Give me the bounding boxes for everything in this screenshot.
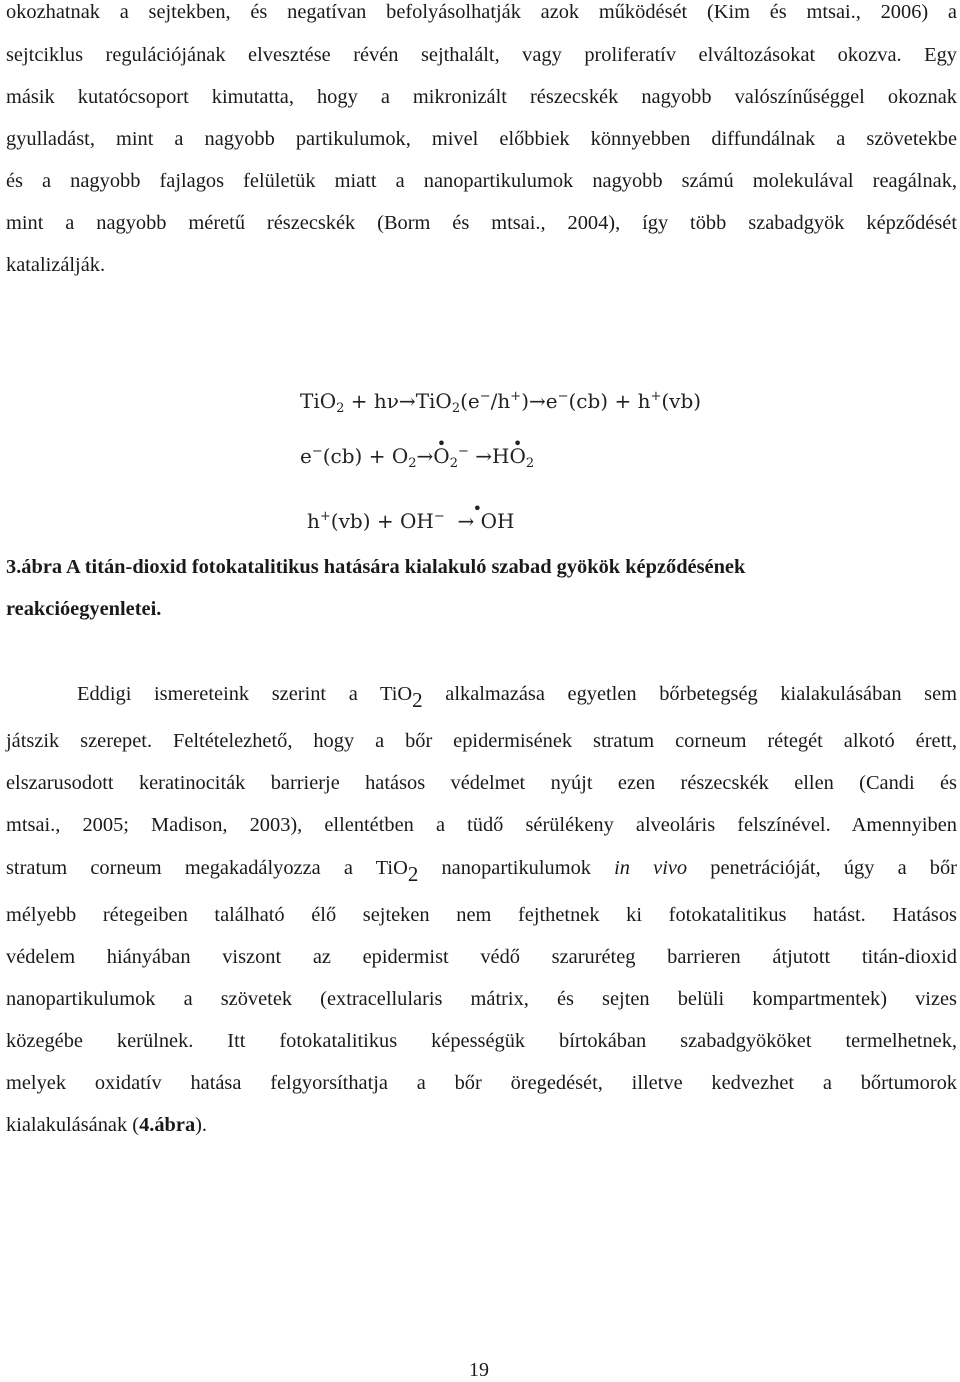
subscript: 2 xyxy=(407,862,419,886)
text-span: penetrációját, úgy a bőr xyxy=(687,857,957,879)
text-span: alkalmazása egyetlen bőrbetegség kialakulásában sem xyxy=(422,683,957,705)
equation-2: $e^-(cb) + O_2\to•$ $O_2^-$ →H• $O_2$ xyxy=(300,440,534,476)
text-line: okozhatnak a sejtekben, és negatívan befolyásolhatják azok működését (Kim és mtsai., 2006) a xyxy=(6,1,957,23)
page-number: 19 xyxy=(469,1359,489,1381)
figure-reference: 4.ábra xyxy=(139,1114,196,1136)
text-line: katalizálják. xyxy=(6,254,106,276)
text-span: ). xyxy=(195,1114,208,1136)
text-span: nanopartikulumok xyxy=(418,857,615,879)
italic-term: in vivo xyxy=(614,857,688,879)
text-line xyxy=(6,1113,957,1137)
text-line: elszarusodott keratinociták barrierje hatásos védelmet nyújt ezen részecskék ellen (Candi és xyxy=(6,772,957,794)
text-line: védelem hiányában viszont az epidermist védő szaruréteg barrieren átjutott titán-dioxid xyxy=(6,946,957,968)
text-line: melyek oxidatív hatása felgyorsíthatja a bőr öregedését, illetve kedvezhet a bőrtumorok xyxy=(6,1072,957,1094)
equation-3: h+(vb) + OH− →• OH xyxy=(307,505,514,533)
text-line xyxy=(6,855,957,886)
text-line: sejtciklus regulációjának elvesztése révén sejthalált, vagy proliferatív elváltozásokat okozva. Egy xyxy=(6,44,957,66)
equation-1: TiO$_2$ + hν→TiO$_2$(e−/h+)→e−(cb) + h+(vb) xyxy=(300,389,702,416)
text-line: másik kutatócsoport kimutatta, hogy a mikronizált részecskék nagyobb valószínűséggel okoznak xyxy=(6,86,957,108)
text-line: mélyebb rétegeiben található élő sejteken nem fejthetnek ki fotokatalitikus hatást. Hatásos xyxy=(6,904,957,926)
text-line: mtsai., 2005; Madison, 2003), ellentétben a tüdő sérülékeny alveoláris felszínével. Amennyiben xyxy=(6,814,957,836)
figure-caption-continued: reakcióegyenletei. xyxy=(6,598,162,620)
text-line: és a nagyobb fajlagos felületük miatt a nanopartikulumok nagyobb számú molekulával reagálnak, xyxy=(6,170,957,192)
text-span: Eddigi ismereteink szerint a TiO xyxy=(77,683,413,705)
text-line: nanopartikulumok a szövetek (extracellularis mátrix, és sejten belüli kompartmentek) vizes xyxy=(6,988,957,1010)
figure-caption: 3.ábra A titán-dioxid fotokatalitikus hatására kialakuló szabad gyökök képződésének xyxy=(6,556,746,578)
text-line: közegébe kerülnek. Itt fotokatalitikus képességük bírtokában szabadgyököket termelhetnek, xyxy=(6,1030,957,1052)
text-line: mint a nagyobb méretű részecskék (Borm és mtsai., 2004), így több szabadgyök képződését xyxy=(6,212,957,234)
subscript: 2 xyxy=(412,688,423,712)
text-line: gyulladást, mint a nagyobb partikulumok, mivel előbbiek könnyebben diffundálnak a szövetekbe xyxy=(6,128,957,150)
text-span: stratum corneum megakadályozza a TiO xyxy=(6,857,408,879)
text-line xyxy=(77,681,957,712)
text-span: kialakulásának ( xyxy=(6,1114,140,1136)
text-line: játszik szerepet. Feltételezhető, hogy a bőr epidermisének stratum corneum rétegét alkotó érett, xyxy=(6,730,957,752)
